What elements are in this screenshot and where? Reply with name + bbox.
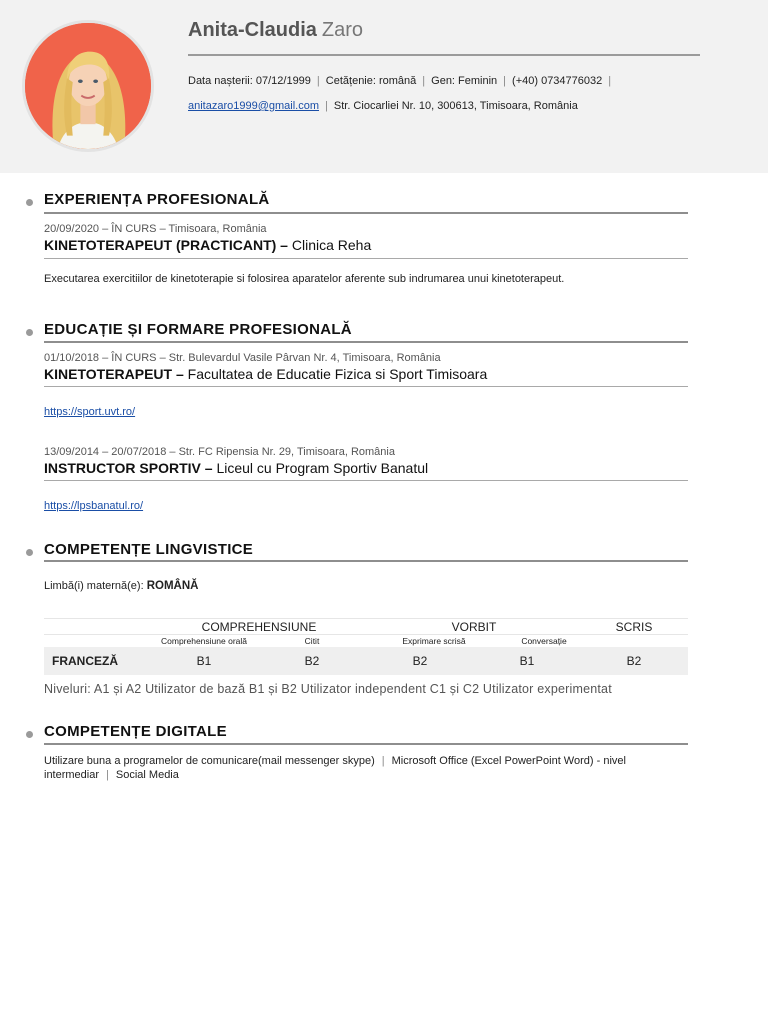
separator: | (503, 75, 507, 87)
separator: | (608, 75, 612, 87)
name-divider (188, 54, 700, 56)
entry-meta: 01/10/2018 – ÎN CURS – Str. Bulevardul Vasile Pârvan Nr. 4, Timisoara, România (44, 352, 441, 364)
separator: | (325, 100, 328, 112)
gender: Gen: Feminin (431, 75, 498, 87)
email-link[interactable]: anitazaro1999@gmail.com (188, 100, 320, 112)
subheader-written-expression: Exprimare scrisă (402, 636, 466, 646)
first-name: Anita-Claudia (188, 19, 317, 41)
header-speaking: VORBIT (451, 620, 497, 634)
section-education (24, 320, 688, 520)
entry-description: Executarea exercitiilor de kinetoterapie si folosirea aparatelor aferente sub indrumarea unui kinetoterapeut. (44, 273, 565, 285)
skill-social-media: Social Media (115, 769, 179, 781)
level-reading: B2 (304, 654, 320, 668)
subheader-reading: Citit (304, 636, 320, 646)
entry-title (44, 366, 487, 382)
digital-skills-line-2 (44, 769, 179, 781)
candidate-name (188, 19, 363, 42)
level-written-expression: B2 (412, 654, 428, 668)
profile-photo-illustration (25, 23, 151, 149)
entry-role: KINETOTERAPEUT – (44, 366, 184, 382)
skill-communication: Utilizare buna a programelor de comunicare(mail messenger skype) (44, 755, 375, 767)
levels-note: Niveluri: A1 și A2 Utilizator de bază B1 și B2 Utilizator independent C1 și C2 Utilizator experimentat (44, 682, 612, 696)
subheader-conversation: Conversație (521, 636, 567, 646)
level-conversation: B1 (519, 654, 535, 668)
language-name: FRANCEZĂ (52, 654, 118, 668)
entry-role: INSTRUCTOR SPORTIV – (44, 460, 213, 476)
birth-date: Data nașterii: 07/12/1999 (188, 75, 311, 87)
level-writing: B2 (626, 654, 642, 668)
section-rule (44, 743, 688, 745)
mother-tongue-value: ROMÂNĂ (146, 580, 199, 592)
phone: (+40) 0734776032 (512, 75, 603, 87)
section-languages (24, 540, 688, 705)
separator: | (381, 755, 385, 767)
header-comprehension: COMPREHENSIUNE (201, 620, 317, 634)
language-table (44, 618, 688, 678)
mother-tongue-label: Limbă(i) maternă(e): (44, 580, 144, 592)
section-digital (24, 722, 688, 792)
section-rule (44, 341, 688, 343)
contact-line-2 (188, 100, 578, 112)
entry-link[interactable]: https://lpsbanatul.ro/ (44, 500, 144, 512)
table-subheader-row (44, 634, 688, 648)
section-title: EDUCAȚIE ȘI FORMARE PROFESIONALĂ (44, 321, 352, 338)
address: Str. Ciocarliei Nr. 10, 300613, Timisoara, România (333, 100, 578, 112)
section-rule (44, 560, 688, 562)
table-row (44, 647, 688, 675)
entry-link[interactable]: https://sport.uvt.ro/ (44, 406, 136, 418)
section-rule (44, 212, 688, 214)
separator: | (106, 769, 109, 781)
level-listening: B1 (196, 654, 212, 668)
separator: | (422, 75, 426, 87)
section-title: COMPETENȚE LINGVISTICE (44, 541, 254, 558)
table-header-row (44, 618, 688, 635)
skill-office-level: intermediar (44, 769, 100, 781)
entry-title (44, 237, 371, 253)
separator: | (316, 75, 320, 87)
entry-organization: Clinica Reha (291, 237, 372, 253)
entry-meta: 20/09/2020 – ÎN CURS – Timisoara, România (44, 223, 267, 235)
header-writing: SCRIS (615, 620, 653, 634)
mother-tongue (44, 580, 198, 592)
entry-organization: Liceul cu Program Sportiv Banatul (216, 460, 429, 476)
section-bullet (26, 329, 33, 336)
entry-role: KINETOTERAPEUT (PRACTICANT) – (44, 237, 288, 253)
skill-office: Microsoft Office (Excel PowerPoint Word) - nivel (391, 755, 626, 767)
entry-title (44, 460, 428, 476)
section-bullet (26, 199, 33, 206)
entry-rule (44, 386, 688, 387)
subheader-listening: Comprehensiune orală (161, 636, 247, 646)
digital-skills-line-1 (44, 755, 626, 767)
entry-rule (44, 258, 688, 259)
entry-rule (44, 480, 688, 481)
cv-header (0, 0, 768, 173)
section-title: EXPERIENȚA PROFESIONALĂ (44, 191, 270, 208)
section-title: COMPETENȚE DIGITALE (44, 723, 227, 740)
citizenship: Cetățenie: română (325, 75, 417, 87)
section-bullet (26, 549, 33, 556)
profile-photo (22, 20, 154, 152)
section-experience (24, 190, 688, 300)
entry-organization: Facultatea de Educatie Fizica si Sport Timisoara (187, 366, 488, 382)
section-bullet (26, 731, 33, 738)
last-name: Zaro (321, 19, 364, 41)
entry-meta: 13/09/2014 – 20/07/2018 – Str. FC Ripensia Nr. 29, Timisoara, România (44, 446, 395, 458)
contact-line-1 (188, 75, 617, 87)
